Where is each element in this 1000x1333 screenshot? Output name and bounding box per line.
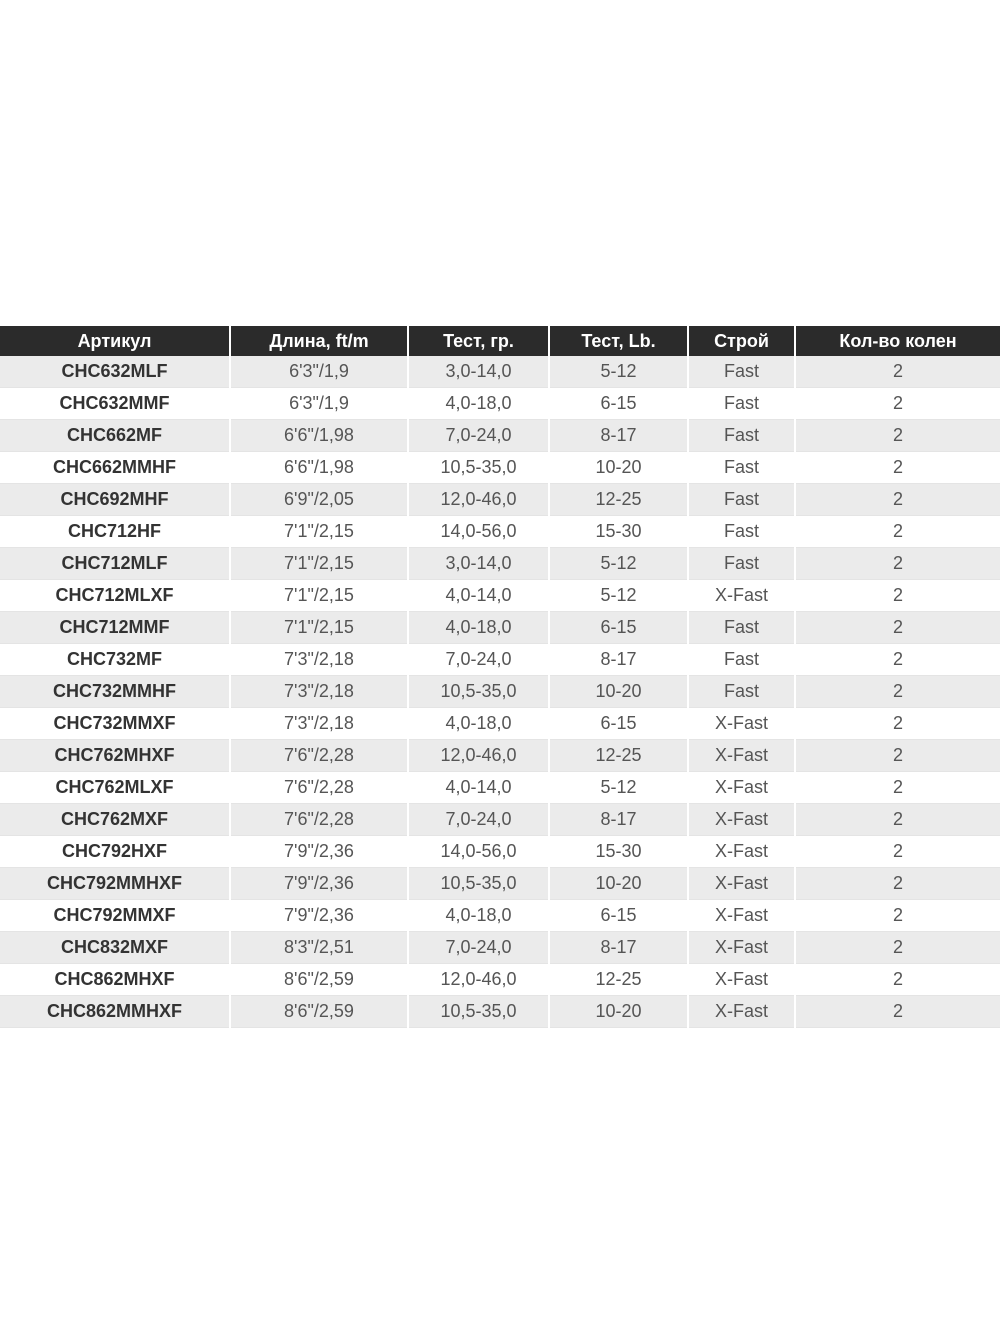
- sku-cell: CHC862MMHXF: [0, 996, 230, 1028]
- action-cell: Fast: [688, 548, 795, 580]
- sections-cell: 2: [795, 932, 1000, 964]
- action-cell: Fast: [688, 644, 795, 676]
- sku-cell: CHC732MF: [0, 644, 230, 676]
- length-cell: 6'3"/1,9: [230, 356, 408, 388]
- sections-cell: 2: [795, 484, 1000, 516]
- test-lb-cell: 8-17: [549, 420, 688, 452]
- table-row: [0, 900, 1000, 932]
- action-cell: X-Fast: [688, 740, 795, 772]
- table-row: [0, 996, 1000, 1028]
- action-cell: X-Fast: [688, 932, 795, 964]
- table-row: [0, 420, 1000, 452]
- test-lb-cell: 6-15: [549, 900, 688, 932]
- test-grams-cell: 3,0-14,0: [408, 548, 549, 580]
- test-grams-cell: 4,0-14,0: [408, 772, 549, 804]
- test-grams-cell: 10,5-35,0: [408, 996, 549, 1028]
- action-cell: X-Fast: [688, 964, 795, 996]
- sections-cell: 2: [795, 516, 1000, 548]
- test-grams-cell: 4,0-18,0: [408, 900, 549, 932]
- test-grams-cell: 4,0-14,0: [408, 580, 549, 612]
- sections-cell: 2: [795, 420, 1000, 452]
- test-lb-cell: 8-17: [549, 644, 688, 676]
- sections-cell: 2: [795, 740, 1000, 772]
- test-grams-cell: 10,5-35,0: [408, 868, 549, 900]
- sections-cell: 2: [795, 580, 1000, 612]
- action-cell: X-Fast: [688, 900, 795, 932]
- test-lb-cell: 6-15: [549, 612, 688, 644]
- sku-cell: CHC662MMHF: [0, 452, 230, 484]
- action-cell: Fast: [688, 452, 795, 484]
- test-lb-cell: 6-15: [549, 708, 688, 740]
- table-row: [0, 804, 1000, 836]
- test-lb-cell: 10-20: [549, 676, 688, 708]
- test-grams-cell: 10,5-35,0: [408, 452, 549, 484]
- length-cell: 7'9"/2,36: [230, 836, 408, 868]
- sections-cell: 2: [795, 644, 1000, 676]
- test-grams-cell: 7,0-24,0: [408, 932, 549, 964]
- length-cell: 7'6"/2,28: [230, 772, 408, 804]
- sections-cell: 2: [795, 676, 1000, 708]
- length-cell: 6'6"/1,98: [230, 452, 408, 484]
- action-cell: Fast: [688, 676, 795, 708]
- test-grams-cell: 10,5-35,0: [408, 676, 549, 708]
- table-header: [0, 326, 1000, 356]
- sku-cell: CHC662MF: [0, 420, 230, 452]
- sku-cell: CHC762MLXF: [0, 772, 230, 804]
- length-cell: 6'3"/1,9: [230, 388, 408, 420]
- test-grams-cell: 7,0-24,0: [408, 420, 549, 452]
- test-lb-cell: 12-25: [549, 484, 688, 516]
- test-grams-cell: 12,0-46,0: [408, 964, 549, 996]
- sku-cell: CHC632MLF: [0, 356, 230, 388]
- table-row: [0, 836, 1000, 868]
- sku-cell: CHC712MMF: [0, 612, 230, 644]
- table-row: [0, 452, 1000, 484]
- table-row: [0, 548, 1000, 580]
- test-grams-cell: 12,0-46,0: [408, 740, 549, 772]
- length-cell: 7'1"/2,15: [230, 580, 408, 612]
- test-lb-cell: 15-30: [549, 836, 688, 868]
- test-lb-cell: 5-12: [549, 580, 688, 612]
- header-length: Длина, ft/m: [230, 326, 408, 356]
- action-cell: X-Fast: [688, 708, 795, 740]
- test-lb-cell: 5-12: [549, 548, 688, 580]
- test-lb-cell: 12-25: [549, 740, 688, 772]
- test-lb-cell: 5-12: [549, 356, 688, 388]
- length-cell: 7'3"/2,18: [230, 644, 408, 676]
- length-cell: 7'6"/2,28: [230, 740, 408, 772]
- sections-cell: 2: [795, 900, 1000, 932]
- length-cell: 7'1"/2,15: [230, 612, 408, 644]
- action-cell: Fast: [688, 484, 795, 516]
- action-cell: X-Fast: [688, 836, 795, 868]
- sku-cell: CHC762MXF: [0, 804, 230, 836]
- action-cell: X-Fast: [688, 804, 795, 836]
- length-cell: 7'1"/2,15: [230, 548, 408, 580]
- test-grams-cell: 3,0-14,0: [408, 356, 549, 388]
- table-body: [0, 356, 1000, 1028]
- action-cell: X-Fast: [688, 996, 795, 1028]
- sku-cell: CHC792MMXF: [0, 900, 230, 932]
- sections-cell: 2: [795, 868, 1000, 900]
- sections-cell: 2: [795, 708, 1000, 740]
- test-lb-cell: 8-17: [549, 932, 688, 964]
- table-row: [0, 644, 1000, 676]
- test-lb-cell: 15-30: [549, 516, 688, 548]
- test-grams-cell: 7,0-24,0: [408, 804, 549, 836]
- length-cell: 7'3"/2,18: [230, 708, 408, 740]
- sku-cell: CHC792HXF: [0, 836, 230, 868]
- sku-cell: CHC862MHXF: [0, 964, 230, 996]
- sku-cell: CHC712MLF: [0, 548, 230, 580]
- header-test-lb: Тест, Lb.: [549, 326, 688, 356]
- action-cell: X-Fast: [688, 868, 795, 900]
- length-cell: 6'6"/1,98: [230, 420, 408, 452]
- test-grams-cell: 4,0-18,0: [408, 388, 549, 420]
- action-cell: Fast: [688, 420, 795, 452]
- header-action: Строй: [688, 326, 795, 356]
- sku-cell: CHC762MHXF: [0, 740, 230, 772]
- test-lb-cell: 10-20: [549, 996, 688, 1028]
- length-cell: 8'6"/2,59: [230, 964, 408, 996]
- sku-cell: CHC692MHF: [0, 484, 230, 516]
- sku-cell: CHC732MMHF: [0, 676, 230, 708]
- sections-cell: 2: [795, 356, 1000, 388]
- length-cell: 7'3"/2,18: [230, 676, 408, 708]
- table-row: [0, 708, 1000, 740]
- table-row: [0, 868, 1000, 900]
- test-lb-cell: 8-17: [549, 804, 688, 836]
- test-grams-cell: 4,0-18,0: [408, 708, 549, 740]
- table-row: [0, 516, 1000, 548]
- spec-table: [0, 326, 1000, 1028]
- test-lb-cell: 10-20: [549, 452, 688, 484]
- length-cell: 7'9"/2,36: [230, 900, 408, 932]
- sku-cell: CHC632MMF: [0, 388, 230, 420]
- table-row: [0, 772, 1000, 804]
- table-row: [0, 964, 1000, 996]
- sections-cell: 2: [795, 548, 1000, 580]
- table-row: [0, 388, 1000, 420]
- header-sku: Артикул: [0, 326, 230, 356]
- length-cell: 7'9"/2,36: [230, 868, 408, 900]
- action-cell: X-Fast: [688, 772, 795, 804]
- action-cell: X-Fast: [688, 580, 795, 612]
- length-cell: 8'3"/2,51: [230, 932, 408, 964]
- action-cell: Fast: [688, 612, 795, 644]
- sections-cell: 2: [795, 836, 1000, 868]
- sections-cell: 2: [795, 612, 1000, 644]
- test-grams-cell: 12,0-46,0: [408, 484, 549, 516]
- table-row: [0, 356, 1000, 388]
- table-row: [0, 612, 1000, 644]
- length-cell: 7'6"/2,28: [230, 804, 408, 836]
- sku-cell: CHC832MXF: [0, 932, 230, 964]
- test-grams-cell: 7,0-24,0: [408, 644, 549, 676]
- header-row: [0, 326, 1000, 356]
- action-cell: Fast: [688, 388, 795, 420]
- sections-cell: 2: [795, 996, 1000, 1028]
- test-grams-cell: 14,0-56,0: [408, 516, 549, 548]
- sections-cell: 2: [795, 452, 1000, 484]
- table-row: [0, 676, 1000, 708]
- table-row: [0, 484, 1000, 516]
- sections-cell: 2: [795, 388, 1000, 420]
- table-row: [0, 740, 1000, 772]
- length-cell: 7'1"/2,15: [230, 516, 408, 548]
- sku-cell: CHC792MMHXF: [0, 868, 230, 900]
- table-row: [0, 932, 1000, 964]
- sku-cell: CHC712HF: [0, 516, 230, 548]
- test-grams-cell: 14,0-56,0: [408, 836, 549, 868]
- test-lb-cell: 10-20: [549, 868, 688, 900]
- header-test-grams: Тест, гр.: [408, 326, 549, 356]
- length-cell: 8'6"/2,59: [230, 996, 408, 1028]
- sections-cell: 2: [795, 772, 1000, 804]
- sku-cell: CHC732MMXF: [0, 708, 230, 740]
- sku-cell: CHC712MLXF: [0, 580, 230, 612]
- sections-cell: 2: [795, 964, 1000, 996]
- test-lb-cell: 5-12: [549, 772, 688, 804]
- test-grams-cell: 4,0-18,0: [408, 612, 549, 644]
- table-row: [0, 580, 1000, 612]
- test-lb-cell: 6-15: [549, 388, 688, 420]
- sections-cell: 2: [795, 804, 1000, 836]
- length-cell: 6'9"/2,05: [230, 484, 408, 516]
- action-cell: Fast: [688, 356, 795, 388]
- test-lb-cell: 12-25: [549, 964, 688, 996]
- action-cell: Fast: [688, 516, 795, 548]
- header-sections: Кол-во колен: [795, 326, 1000, 356]
